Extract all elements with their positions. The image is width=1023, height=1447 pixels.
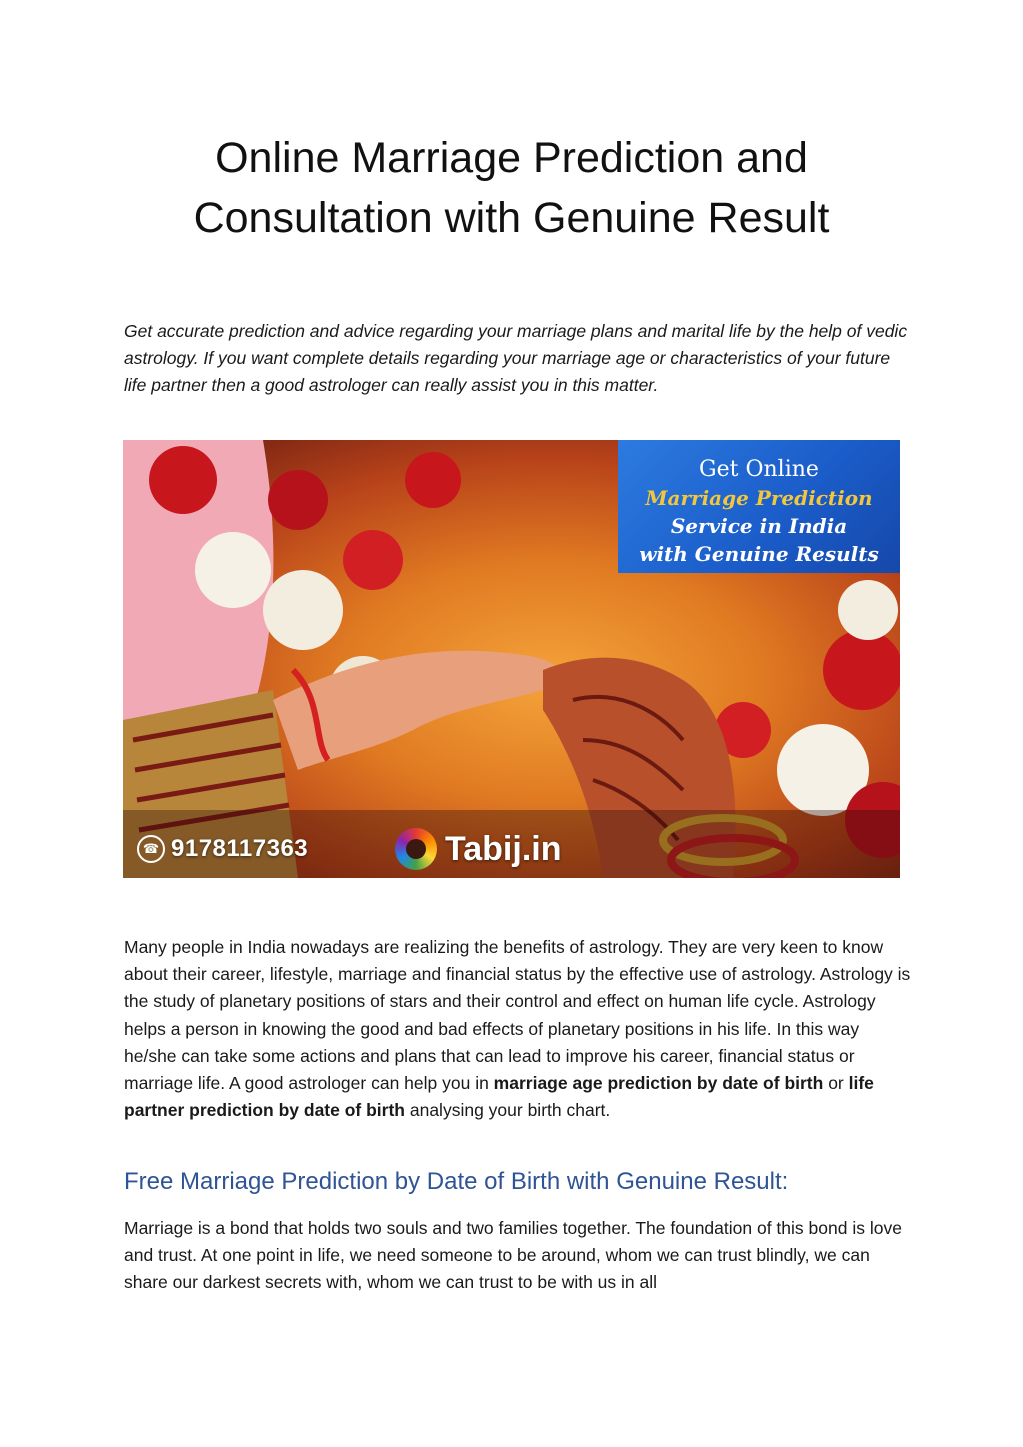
page-title: [0, 128, 1023, 248]
rose-shape: [268, 470, 328, 530]
promo-line-1: Get Online: [699, 457, 819, 482]
flower-shape: [195, 532, 271, 608]
rose-shape: [149, 446, 217, 514]
phone-number: 9178117363: [171, 835, 309, 862]
body-paragraph-2: Marriage is a bond that holds two souls and two families together. The foundation of this bond is love and trust. At one point in life, we need someone to be around, whom we can trust blindly, we can share our darkest secrets with, whom we can trust to be with us in all: [124, 1218, 902, 1293]
brand-logo: [395, 828, 561, 870]
rose-shape: [823, 630, 900, 710]
p1-bold-life-partner: life partner prediction by date of birth: [124, 1073, 874, 1121]
title-line-1: Online Marriage Prediction and: [215, 134, 808, 182]
p1-text-mid: or: [823, 1073, 849, 1094]
whatsapp-icon: ☎: [137, 835, 165, 863]
section-heading: Free Marriage Prediction by Date of Birth with Genuine Result:: [124, 1168, 789, 1195]
body-paragraph-1: [124, 934, 914, 1124]
promo-line-2: [618, 484, 900, 540]
p1-bold-marriage-age: marriage age prediction by date of birth: [493, 1073, 824, 1094]
promo-highlight: Marriage Prediction: [645, 486, 873, 510]
logo-text: Tabij.in: [445, 829, 562, 868]
promo-line-3: with Genuine Results: [639, 542, 879, 566]
intro-paragraph: Get accurate prediction and advice regarding your marriage plans and marital life by the help of vedic astrology. If you want complete details regarding your marriage age or characteristics of your future life partner then a good astrologer can really assist you in this matter.: [124, 321, 908, 395]
banner-image: [123, 440, 900, 878]
promo-box: [618, 440, 900, 573]
p1-text-start: Many people in India nowadays are realizing the benefits of astrology. They are very keen to know about their career, lifestyle, marriage and financial status by the effective use of astrology. Astrology is the study of planetary positions of stars and their control and effect on human life cycle. Astrology helps a person in knowing the good and bad effects of planetary positions in his life. In this way he/she can take some actions and plans that can lead to improve his career, financial status or marriage life. A good astrologer can help you in: [124, 937, 911, 1094]
phone-contact: [137, 835, 308, 863]
promo-line-2-rest: Service in India: [670, 514, 848, 538]
p1-text-end: analysing your birth chart.: [405, 1100, 611, 1121]
flower-shape: [263, 570, 343, 650]
rose-shape: [343, 530, 403, 590]
color-wheel-logo-icon: [395, 828, 437, 870]
title-line-2: Consultation with Genuine Result: [193, 194, 830, 242]
flower-shape: [838, 580, 898, 640]
rose-shape: [405, 452, 461, 508]
